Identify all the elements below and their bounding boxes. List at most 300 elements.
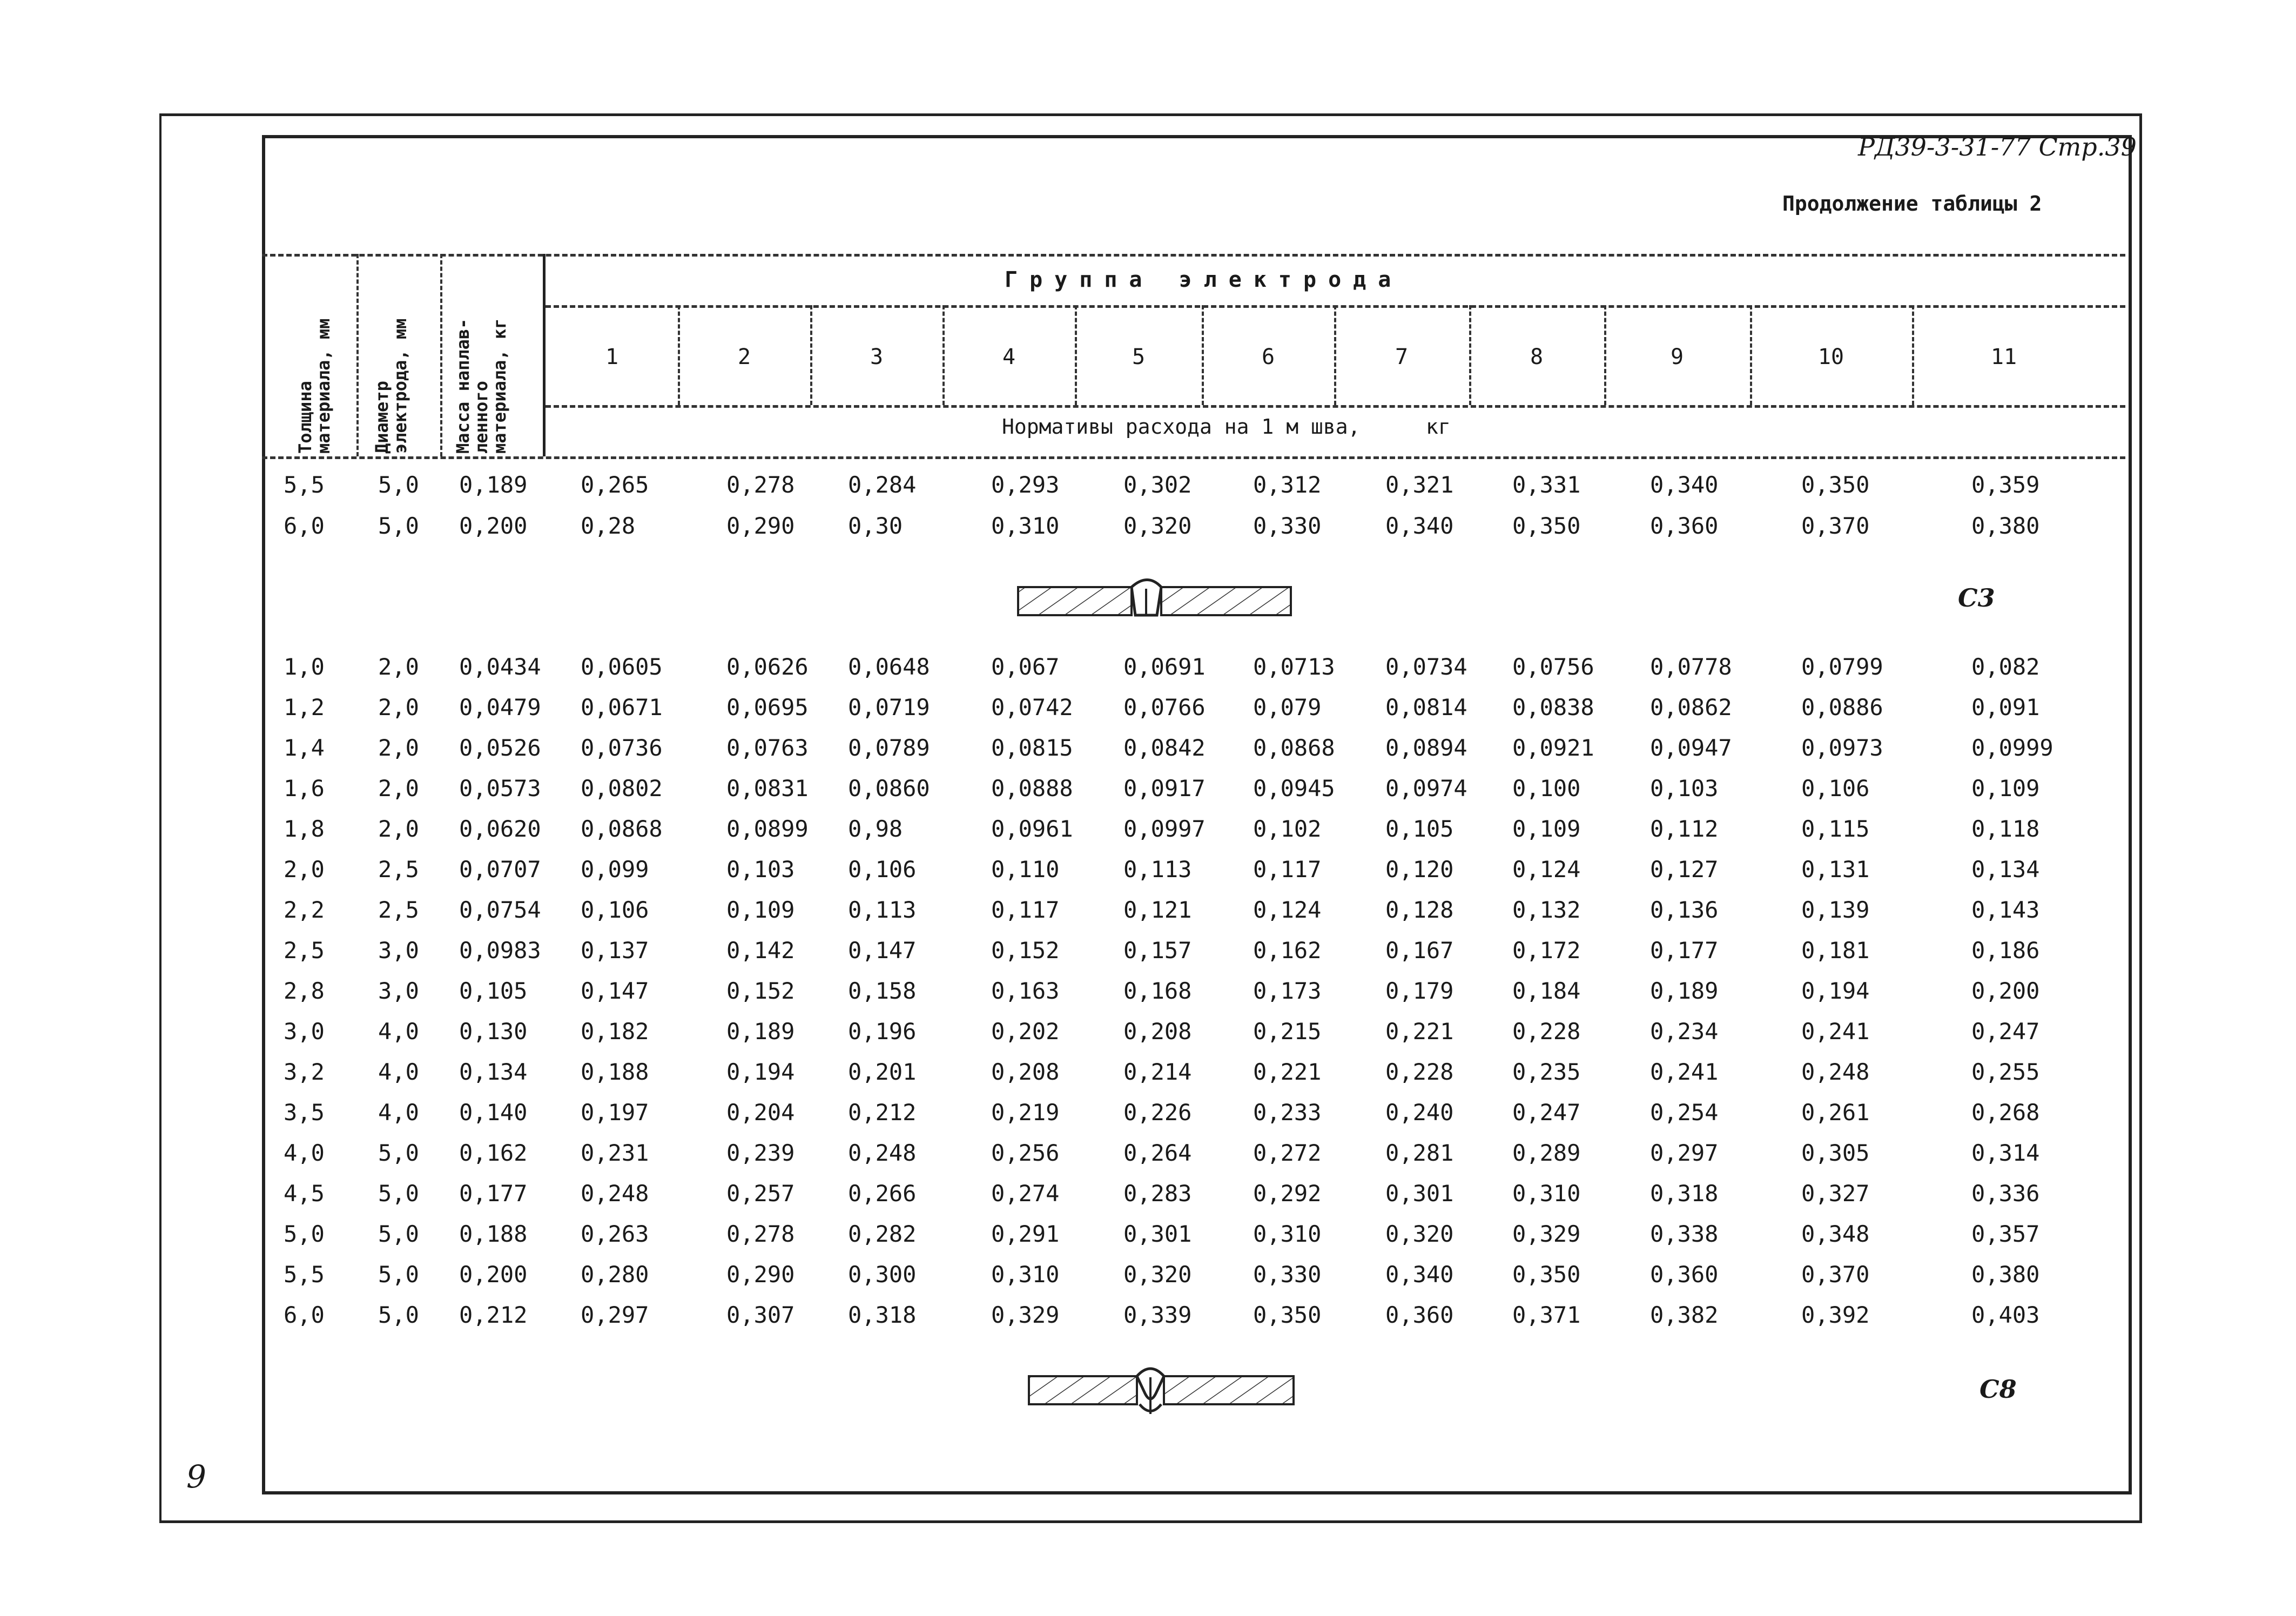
section2-row-10-col-6: 0,196 [848, 1018, 917, 1045]
section2-row-8-col-7: 0,152 [991, 937, 1060, 964]
section2-row-8-col-9: 0,162 [1253, 937, 1322, 964]
section2-row-6-col-9: 0,117 [1253, 856, 1322, 883]
section2-row-13-col-14: 0,314 [1971, 1140, 2040, 1166]
section2-row-5-col-4: 0,0868 [581, 816, 663, 842]
section2-row-9-col-1: 2,8 [284, 978, 325, 1004]
section2-row-11-col-1: 3,2 [284, 1059, 325, 1085]
section2-row-2-col-2: 2,0 [378, 694, 419, 721]
section2-row-17-col-1: 6,0 [284, 1302, 325, 1328]
section2-row-12-col-7: 0,219 [991, 1099, 1060, 1126]
section2-row-4-col-11: 0,100 [1512, 775, 1581, 802]
section1-row-2-col-13: 0,370 [1801, 513, 1870, 539]
section2-row-10-col-1: 3,0 [284, 1018, 325, 1045]
group-title: Группа электрода [1005, 267, 1403, 292]
section2-row-4-col-10: 0,0974 [1385, 775, 1467, 802]
group-number-3: 3 [870, 345, 884, 369]
section2-row-8-col-4: 0,137 [581, 937, 649, 964]
section2-row-13-col-2: 5,0 [378, 1140, 419, 1166]
section1-row-1-col-13: 0,350 [1801, 472, 1870, 498]
section2-row-13-col-11: 0,289 [1512, 1140, 1581, 1166]
section2-row-10-col-7: 0,202 [991, 1018, 1060, 1045]
section2-row-11-col-14: 0,255 [1971, 1059, 2040, 1085]
section2-row-4-col-2: 2,0 [378, 775, 419, 802]
section2-row-6-col-4: 0,099 [581, 856, 649, 883]
section2-row-16-col-4: 0,280 [581, 1261, 649, 1288]
section2-row-14-col-14: 0,336 [1971, 1180, 2040, 1207]
section2-row-1-col-6: 0,0648 [848, 654, 930, 680]
section2-row-15-col-14: 0,357 [1971, 1221, 2040, 1247]
section1-row-1-col-9: 0,312 [1253, 472, 1322, 498]
section2-row-11-col-13: 0,248 [1801, 1059, 1870, 1085]
section2-row-15-col-7: 0,291 [991, 1221, 1060, 1247]
section2-row-14-col-11: 0,310 [1512, 1180, 1581, 1207]
section2-row-9-col-5: 0,152 [726, 978, 795, 1004]
group-divider [1469, 305, 1471, 405]
section2-row-12-col-6: 0,212 [848, 1099, 917, 1126]
section2-row-4-col-13: 0,106 [1801, 775, 1870, 802]
joint-label-c3: С3 [1958, 583, 1995, 612]
section2-row-2-col-12: 0,0862 [1650, 694, 1732, 721]
section1-row-1-col-8: 0,302 [1123, 472, 1192, 498]
section2-row-11-col-7: 0,208 [991, 1059, 1060, 1085]
group-divider [678, 305, 680, 405]
section2-row-13-col-4: 0,231 [581, 1140, 649, 1166]
section2-row-14-col-8: 0,283 [1123, 1180, 1192, 1207]
section2-row-4-col-9: 0,0945 [1253, 775, 1335, 802]
section2-row-7-col-4: 0,106 [581, 897, 649, 923]
section2-row-3-col-1: 1,4 [284, 735, 325, 761]
section1-row-1-col-7: 0,293 [991, 472, 1060, 498]
section2-row-16-col-5: 0,290 [726, 1261, 795, 1288]
section2-row-10-col-13: 0,241 [1801, 1018, 1870, 1045]
section2-row-1-col-11: 0,0756 [1512, 654, 1594, 680]
section2-row-3-col-6: 0,0789 [848, 735, 930, 761]
section2-row-9-col-11: 0,184 [1512, 978, 1581, 1004]
section2-row-7-col-14: 0,143 [1971, 897, 2040, 923]
section1-row-1-col-12: 0,340 [1650, 472, 1719, 498]
section2-row-11-col-8: 0,214 [1123, 1059, 1192, 1085]
section2-row-17-col-10: 0,360 [1385, 1302, 1454, 1328]
section2-row-9-col-10: 0,179 [1385, 978, 1454, 1004]
section1-row-2-col-2: 5,0 [378, 513, 419, 539]
section1-row-1-col-6: 0,284 [848, 472, 917, 498]
section2-row-6-col-11: 0,124 [1512, 856, 1581, 883]
section2-row-9-col-14: 0,200 [1971, 978, 2040, 1004]
section2-row-4-col-7: 0,0888 [991, 775, 1073, 802]
section2-row-12-col-4: 0,197 [581, 1099, 649, 1126]
section2-row-9-col-12: 0,189 [1650, 978, 1719, 1004]
side-divider [440, 254, 442, 456]
page-mark: 9 [186, 1458, 206, 1495]
section2-row-16-col-11: 0,350 [1512, 1261, 1581, 1288]
section2-row-15-col-3: 0,188 [459, 1221, 528, 1247]
table-continuation-title: Продолжение таблицы 2 [1782, 192, 2042, 216]
section2-row-9-col-13: 0,194 [1801, 978, 1870, 1004]
section2-row-13-col-13: 0,305 [1801, 1140, 1870, 1166]
section2-row-17-col-9: 0,350 [1253, 1302, 1322, 1328]
section2-row-8-col-11: 0,172 [1512, 937, 1581, 964]
section1-row-1-col-14: 0,359 [1971, 472, 2040, 498]
section2-row-5-col-5: 0,0899 [726, 816, 809, 842]
section2-row-6-col-6: 0,106 [848, 856, 917, 883]
section2-row-8-col-14: 0,186 [1971, 937, 2040, 964]
section2-row-5-col-3: 0,0620 [459, 816, 541, 842]
section2-row-6-col-5: 0,103 [726, 856, 795, 883]
section2-row-9-col-3: 0,105 [459, 978, 528, 1004]
section2-row-9-col-9: 0,173 [1253, 978, 1322, 1004]
section2-row-5-col-10: 0,105 [1385, 816, 1454, 842]
group-numbers-line [546, 405, 2125, 408]
section2-row-17-col-4: 0,297 [581, 1302, 649, 1328]
section2-row-13-col-9: 0,272 [1253, 1140, 1322, 1166]
section2-row-1-col-4: 0,0605 [581, 654, 663, 680]
section2-row-9-col-2: 3,0 [378, 978, 419, 1004]
section2-row-12-col-8: 0,226 [1123, 1099, 1192, 1126]
section2-row-15-col-2: 5,0 [378, 1221, 419, 1247]
section1-row-2-col-4: 0,28 [581, 513, 636, 539]
section2-row-8-col-8: 0,157 [1123, 937, 1192, 964]
section2-row-17-col-13: 0,392 [1801, 1302, 1870, 1328]
section2-row-7-col-6: 0,113 [848, 897, 917, 923]
section2-row-16-col-10: 0,340 [1385, 1261, 1454, 1288]
section2-row-12-col-3: 0,140 [459, 1099, 528, 1126]
section2-row-2-col-5: 0,0695 [726, 694, 809, 721]
section2-row-7-col-8: 0,121 [1123, 897, 1192, 923]
section2-row-17-col-5: 0,307 [726, 1302, 795, 1328]
section2-row-10-col-2: 4,0 [378, 1018, 419, 1045]
section2-row-4-col-3: 0,0573 [459, 775, 541, 802]
section2-row-17-col-2: 5,0 [378, 1302, 419, 1328]
section2-row-2-col-9: 0,079 [1253, 694, 1322, 721]
section2-row-14-col-6: 0,266 [848, 1180, 917, 1207]
section1-row-1-col-3: 0,189 [459, 472, 528, 498]
section2-row-16-col-8: 0,320 [1123, 1261, 1192, 1288]
section2-row-15-col-8: 0,301 [1123, 1221, 1192, 1247]
section2-row-7-col-11: 0,132 [1512, 897, 1581, 923]
section2-row-1-col-1: 1,0 [284, 654, 325, 680]
section2-row-1-col-7: 0,067 [991, 654, 1060, 680]
section2-row-8-col-3: 0,0983 [459, 937, 541, 964]
group-divider [942, 305, 945, 405]
section2-row-3-col-5: 0,0763 [726, 735, 809, 761]
section2-row-15-col-11: 0,329 [1512, 1221, 1581, 1247]
section2-row-13-col-12: 0,297 [1650, 1140, 1719, 1166]
section2-row-4-col-1: 1,6 [284, 775, 325, 802]
section2-row-8-col-12: 0,177 [1650, 937, 1719, 964]
section2-row-16-col-3: 0,200 [459, 1261, 528, 1288]
section2-row-14-col-1: 4,5 [284, 1180, 325, 1207]
section2-row-9-col-7: 0,163 [991, 978, 1060, 1004]
section2-row-11-col-10: 0,228 [1385, 1059, 1454, 1085]
group-number-6: 6 [1261, 345, 1275, 369]
section2-row-11-col-6: 0,201 [848, 1059, 917, 1085]
section2-row-7-col-12: 0,136 [1650, 897, 1719, 923]
section2-row-15-col-5: 0,278 [726, 1221, 795, 1247]
section2-row-2-col-10: 0,0814 [1385, 694, 1467, 721]
section2-row-8-col-6: 0,147 [848, 937, 917, 964]
section1-row-2-col-8: 0,320 [1123, 513, 1192, 539]
section2-row-13-col-8: 0,264 [1123, 1140, 1192, 1166]
section2-row-7-col-10: 0,128 [1385, 897, 1454, 923]
section2-row-3-col-12: 0,0947 [1650, 735, 1732, 761]
section2-row-16-col-7: 0,310 [991, 1261, 1060, 1288]
section2-row-10-col-11: 0,228 [1512, 1018, 1581, 1045]
section2-row-15-col-9: 0,310 [1253, 1221, 1322, 1247]
section2-row-15-col-1: 5,0 [284, 1221, 325, 1247]
section2-row-5-col-2: 2,0 [378, 816, 419, 842]
group-number-10: 10 [1817, 345, 1844, 369]
section2-row-1-col-5: 0,0626 [726, 654, 809, 680]
section2-row-14-col-12: 0,318 [1650, 1180, 1719, 1207]
section2-row-3-col-13: 0,0973 [1801, 735, 1883, 761]
section2-row-14-col-9: 0,292 [1253, 1180, 1322, 1207]
section2-row-4-col-5: 0,0831 [726, 775, 809, 802]
section2-row-2-col-8: 0,0766 [1123, 694, 1206, 721]
group-number-4: 4 [1002, 345, 1016, 369]
section2-row-14-col-3: 0,177 [459, 1180, 528, 1207]
section2-row-6-col-14: 0,134 [1971, 856, 2040, 883]
section2-row-14-col-13: 0,327 [1801, 1180, 1870, 1207]
section2-row-2-col-6: 0,0719 [848, 694, 930, 721]
group-number-9: 9 [1670, 345, 1684, 369]
section2-row-8-col-5: 0,142 [726, 937, 795, 964]
section2-row-5-col-6: 0,98 [848, 816, 903, 842]
section2-row-3-col-8: 0,0842 [1123, 735, 1206, 761]
section2-row-5-col-14: 0,118 [1971, 816, 2040, 842]
section2-row-11-col-2: 4,0 [378, 1059, 419, 1085]
section1-row-2-col-6: 0,30 [848, 513, 903, 539]
section1-row-2-col-9: 0,330 [1253, 513, 1322, 539]
section2-row-5-col-8: 0,0997 [1123, 816, 1206, 842]
section2-row-10-col-10: 0,221 [1385, 1018, 1454, 1045]
section1-row-2-col-14: 0,380 [1971, 513, 2040, 539]
section2-row-15-col-12: 0,338 [1650, 1221, 1719, 1247]
section2-row-5-col-13: 0,115 [1801, 816, 1870, 842]
section1-row-1-col-2: 5,0 [378, 472, 419, 498]
section2-row-14-col-4: 0,248 [581, 1180, 649, 1207]
section2-row-2-col-13: 0,0886 [1801, 694, 1883, 721]
side-divider [356, 254, 359, 456]
group-number-11: 11 [1990, 345, 2017, 369]
section2-row-7-col-9: 0,124 [1253, 897, 1322, 923]
section2-row-12-col-9: 0,233 [1253, 1099, 1322, 1126]
section2-row-4-col-4: 0,0802 [581, 775, 663, 802]
section2-row-5-col-1: 1,8 [284, 816, 325, 842]
section2-row-2-col-14: 0,091 [1971, 694, 2040, 721]
section2-row-11-col-4: 0,188 [581, 1059, 649, 1085]
section2-row-9-col-4: 0,147 [581, 978, 649, 1004]
section2-row-12-col-12: 0,254 [1650, 1099, 1719, 1126]
section2-row-10-col-9: 0,215 [1253, 1018, 1322, 1045]
section2-row-12-col-10: 0,240 [1385, 1099, 1454, 1126]
section2-row-10-col-14: 0,247 [1971, 1018, 2040, 1045]
section2-row-2-col-3: 0,0479 [459, 694, 541, 721]
side-divider [543, 254, 546, 456]
section2-row-12-col-1: 3,5 [284, 1099, 325, 1126]
section2-row-7-col-13: 0,139 [1801, 897, 1870, 923]
section2-row-11-col-12: 0,241 [1650, 1059, 1719, 1085]
section1-row-2-col-3: 0,200 [459, 513, 528, 539]
section2-row-6-col-2: 2,5 [378, 856, 419, 883]
section2-row-1-col-3: 0,0434 [459, 654, 541, 680]
section2-row-16-col-14: 0,380 [1971, 1261, 2040, 1288]
section2-row-17-col-3: 0,212 [459, 1302, 528, 1328]
group-number-8: 8 [1530, 345, 1544, 369]
section2-row-6-col-3: 0,0707 [459, 856, 541, 883]
section2-row-4-col-6: 0,0860 [848, 775, 930, 802]
section2-row-11-col-9: 0,221 [1253, 1059, 1322, 1085]
group-divider [1604, 305, 1606, 405]
header-mass: Масса наплав- ленного материала, кг [453, 318, 510, 454]
section1-row-1-col-10: 0,321 [1385, 472, 1454, 498]
section2-row-10-col-3: 0,130 [459, 1018, 528, 1045]
section2-row-15-col-4: 0,263 [581, 1221, 649, 1247]
group-divider [1750, 305, 1752, 405]
section2-row-11-col-5: 0,194 [726, 1059, 795, 1085]
section2-row-2-col-7: 0,0742 [991, 694, 1073, 721]
section2-row-3-col-11: 0,0921 [1512, 735, 1594, 761]
group-number-5: 5 [1132, 345, 1146, 369]
section2-row-10-col-4: 0,182 [581, 1018, 649, 1045]
section2-row-13-col-10: 0,281 [1385, 1140, 1454, 1166]
header-diameter: Диаметр электрода, мм [372, 318, 410, 454]
section2-row-5-col-12: 0,112 [1650, 816, 1719, 842]
section2-row-3-col-3: 0,0526 [459, 735, 541, 761]
section2-row-12-col-14: 0,268 [1971, 1099, 2040, 1126]
section1-row-2-col-7: 0,310 [991, 513, 1060, 539]
section2-row-5-col-7: 0,0961 [991, 816, 1073, 842]
section2-row-3-col-9: 0,0868 [1253, 735, 1335, 761]
section1-row-1-col-11: 0,331 [1512, 472, 1581, 498]
section2-row-7-col-7: 0,117 [991, 897, 1060, 923]
group-number-2: 2 [737, 345, 751, 369]
section2-row-6-col-8: 0,113 [1123, 856, 1192, 883]
section2-row-16-col-12: 0,360 [1650, 1261, 1719, 1288]
section1-row-2-col-1: 6,0 [284, 513, 325, 539]
section2-row-10-col-8: 0,208 [1123, 1018, 1192, 1045]
section2-row-12-col-11: 0,247 [1512, 1099, 1581, 1126]
joint-label-c8: С8 [1979, 1375, 2017, 1404]
section2-row-13-col-7: 0,256 [991, 1140, 1060, 1166]
section2-row-4-col-14: 0,109 [1971, 775, 2040, 802]
section2-row-10-col-12: 0,234 [1650, 1018, 1719, 1045]
section2-row-1-col-10: 0,0734 [1385, 654, 1467, 680]
section2-row-3-col-2: 2,0 [378, 735, 419, 761]
header-thickness: Толщина материала, мм [295, 318, 334, 454]
section2-row-1-col-8: 0,0691 [1123, 654, 1206, 680]
section2-row-2-col-1: 1,2 [284, 694, 325, 721]
section2-row-12-col-13: 0,261 [1801, 1099, 1870, 1126]
document-code: РД39-3-31-77 Стр.39 [1858, 132, 2137, 161]
section2-row-17-col-7: 0,329 [991, 1302, 1060, 1328]
section2-row-9-col-6: 0,158 [848, 978, 917, 1004]
section2-row-16-col-9: 0,330 [1253, 1261, 1322, 1288]
section2-row-1-col-13: 0,0799 [1801, 654, 1883, 680]
section2-row-2-col-4: 0,0671 [581, 694, 663, 721]
group-divider [1075, 305, 1077, 405]
section2-row-13-col-1: 4,0 [284, 1140, 325, 1166]
section2-row-13-col-6: 0,248 [848, 1140, 917, 1166]
section1-row-2-col-5: 0,290 [726, 513, 795, 539]
section2-row-5-col-9: 0,102 [1253, 816, 1322, 842]
weld-joint-c8-sketch [1026, 1361, 1296, 1420]
section2-row-13-col-3: 0,162 [459, 1140, 528, 1166]
weld-joint-c3-sketch [1015, 575, 1296, 624]
section2-row-7-col-2: 2,5 [378, 897, 419, 923]
section1-row-2-col-10: 0,340 [1385, 513, 1454, 539]
section2-row-6-col-12: 0,127 [1650, 856, 1719, 883]
section2-row-6-col-10: 0,120 [1385, 856, 1454, 883]
header-bottom-line [262, 456, 2125, 459]
section2-row-8-col-10: 0,167 [1385, 937, 1454, 964]
section2-row-5-col-11: 0,109 [1512, 816, 1581, 842]
section2-row-1-col-9: 0,0713 [1253, 654, 1335, 680]
group-number-1: 1 [605, 345, 619, 369]
section2-row-6-col-1: 2,0 [284, 856, 325, 883]
section2-row-8-col-1: 2,5 [284, 937, 325, 964]
section2-row-17-col-11: 0,371 [1512, 1302, 1581, 1328]
group-divider [1912, 305, 1914, 405]
section2-row-15-col-10: 0,320 [1385, 1221, 1454, 1247]
group-divider [810, 305, 812, 405]
section2-row-8-col-2: 3,0 [378, 937, 419, 964]
section2-row-4-col-8: 0,0917 [1123, 775, 1206, 802]
section1-row-2-col-12: 0,360 [1650, 513, 1719, 539]
section1-row-1-col-5: 0,278 [726, 472, 795, 498]
section1-row-1-col-4: 0,265 [581, 472, 649, 498]
section2-row-3-col-10: 0,0894 [1385, 735, 1467, 761]
section2-row-16-col-1: 5,5 [284, 1261, 325, 1288]
section2-row-7-col-3: 0,0754 [459, 897, 541, 923]
section2-row-14-col-5: 0,257 [726, 1180, 795, 1207]
section2-row-17-col-8: 0,339 [1123, 1302, 1192, 1328]
section2-row-9-col-8: 0,168 [1123, 978, 1192, 1004]
section2-row-14-col-7: 0,274 [991, 1180, 1060, 1207]
norms-label: Нормативы расхода на 1 м шва, [1002, 415, 1361, 439]
section2-row-16-col-13: 0,370 [1801, 1261, 1870, 1288]
section2-row-12-col-2: 4,0 [378, 1099, 419, 1126]
section2-row-16-col-6: 0,300 [848, 1261, 917, 1288]
section2-row-14-col-2: 5,0 [378, 1180, 419, 1207]
section2-row-6-col-13: 0,131 [1801, 856, 1870, 883]
section2-row-8-col-13: 0,181 [1801, 937, 1870, 964]
section2-row-11-col-3: 0,134 [459, 1059, 528, 1085]
section2-row-1-col-14: 0,082 [1971, 654, 2040, 680]
section1-row-1-col-1: 5,5 [284, 472, 325, 498]
header-top-line [262, 254, 2125, 257]
section2-row-3-col-4: 0,0736 [581, 735, 663, 761]
section2-row-4-col-12: 0,103 [1650, 775, 1719, 802]
section2-row-17-col-6: 0,318 [848, 1302, 917, 1328]
section2-row-3-col-7: 0,0815 [991, 735, 1073, 761]
norms-unit: кг [1426, 415, 1451, 439]
group-divider [1202, 305, 1204, 405]
group-number-7: 7 [1395, 345, 1409, 369]
section2-row-13-col-5: 0,239 [726, 1140, 795, 1166]
section2-row-17-col-14: 0,403 [1971, 1302, 2040, 1328]
section2-row-14-col-10: 0,301 [1385, 1180, 1454, 1207]
section2-row-10-col-5: 0,189 [726, 1018, 795, 1045]
section2-row-16-col-2: 5,0 [378, 1261, 419, 1288]
section2-row-12-col-5: 0,204 [726, 1099, 795, 1126]
section2-row-1-col-12: 0,0778 [1650, 654, 1732, 680]
section2-row-11-col-11: 0,235 [1512, 1059, 1581, 1085]
section2-row-15-col-6: 0,282 [848, 1221, 917, 1247]
section2-row-3-col-14: 0,0999 [1971, 735, 2053, 761]
section2-row-15-col-13: 0,348 [1801, 1221, 1870, 1247]
section2-row-7-col-1: 2,2 [284, 897, 325, 923]
section2-row-2-col-11: 0,0838 [1512, 694, 1594, 721]
